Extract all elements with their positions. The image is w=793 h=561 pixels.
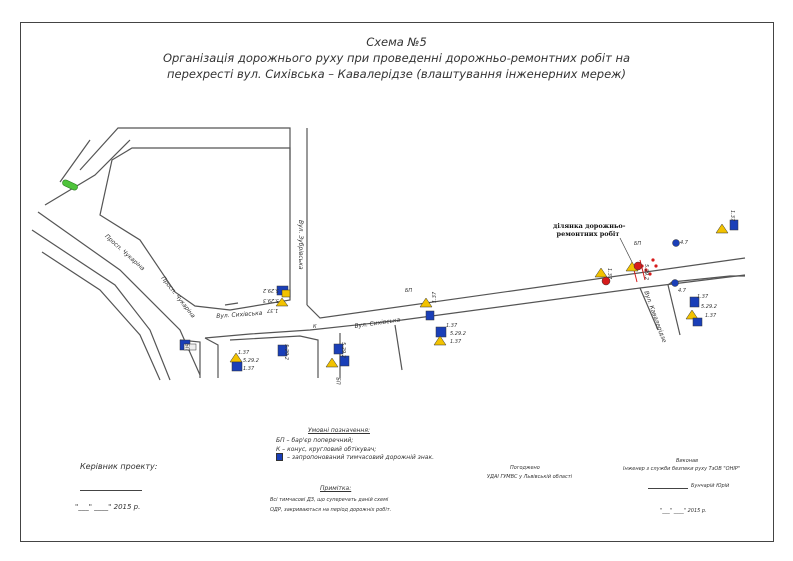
no-entry-sign-icon — [634, 262, 642, 270]
sign-code: 1.37 — [446, 323, 458, 329]
sign-code: 1.37 — [267, 307, 279, 313]
street-label-chukarina-1: Просп. Чукаріна — [103, 233, 146, 273]
sign-code: 5.29.2 — [701, 304, 717, 310]
info-sign-icon — [436, 327, 446, 337]
work-zone-leader — [620, 238, 632, 262]
marker-k: К — [313, 324, 317, 330]
sign-code: 5.29.2 — [283, 344, 289, 360]
street-label-zubrivska: Вул. Зубрівська — [297, 220, 304, 270]
sign-code: 5.29.2 — [643, 264, 649, 280]
marker-bp: БП — [183, 343, 190, 351]
scheme-number: Схема №5 — [366, 35, 427, 49]
executor-date: "___" ____" 2015 р. — [660, 508, 707, 514]
legend-item-cone: К – конус, кругловий обтікувач; — [276, 446, 377, 453]
street-label-chukarina-2: Просп. Чукаріна — [159, 275, 197, 320]
sign-code: 1.37 — [705, 313, 717, 319]
note-line2: ОДР, закриваються на період дорожніх робіт. — [270, 507, 392, 513]
note-title: Примітка: — [320, 485, 352, 492]
scheme-subtitle-line1: Організація дорожнього руху при проведенні дорожньо-ремонтних робіт на — [162, 51, 631, 65]
road-edge — [225, 303, 238, 305]
work-zone-label-line2: ремонтних робіт — [556, 230, 620, 238]
temporary-sign-icon — [276, 453, 283, 461]
warning-sign-icon — [716, 224, 728, 233]
cone — [654, 264, 657, 267]
approved-label: Погоджено — [510, 465, 540, 471]
road-edge — [395, 325, 402, 370]
sign-code: 4.7 — [678, 288, 686, 294]
road-edge — [60, 140, 90, 182]
info-sign-icon — [232, 362, 242, 371]
cone — [651, 258, 654, 261]
scheme-subtitle-line2: перехресті вул. Сихівська – Кавалерідзе (влаштування інженерних мереж) — [166, 67, 627, 81]
project-lead-label: Керівник проекту: — [80, 462, 158, 471]
info-sign-icon — [730, 220, 738, 230]
info-sign-icon — [282, 290, 290, 297]
street-label-sykhivska-1: Вул. Сихівська — [216, 309, 263, 320]
info-sign-icon — [426, 311, 434, 320]
sign-code: 1.37 — [606, 268, 612, 280]
road-edge — [32, 230, 170, 380]
signature-line — [648, 488, 688, 489]
sign-code: 1.37 — [450, 339, 462, 345]
executor-name: Бунчарій Юрій — [691, 483, 730, 489]
executor-role: Інженер з служби безпеки руху ТзОВ "ОНІР" — [623, 466, 741, 472]
project-lead-date: "___" ____" 2015 р. — [75, 503, 141, 511]
executor-label: Виконав — [676, 458, 699, 464]
direction-sign-icon — [673, 240, 680, 247]
sign-code: 1.37 — [697, 294, 709, 300]
work-zone-label-line1: ділянка дорожньо- — [553, 222, 626, 230]
road-edge — [100, 148, 290, 310]
legend-item-bp: БП – бар'єр поперечний; — [276, 437, 354, 444]
sign-group — [180, 220, 738, 371]
road-edge — [205, 275, 745, 338]
marker-bp: БП — [405, 288, 413, 294]
warning-sign-icon — [434, 336, 446, 345]
sign-code: 5.29.2 — [263, 287, 279, 293]
sign-code: 1.37 — [432, 291, 438, 303]
road-edge — [45, 140, 130, 205]
legend-title: Умовні позначення: — [308, 427, 370, 434]
street-label-kavaleridze: Вул. Кавалерідзе — [642, 290, 668, 344]
direction-sign-icon — [672, 280, 679, 287]
sign-code: 1.37 — [729, 210, 735, 222]
street-label-sykhivska-2: Вул. Сихівська — [354, 316, 401, 330]
marker-bp: БП — [334, 377, 341, 385]
sign-code: 5.29.3 — [263, 297, 279, 303]
info-sign-icon — [693, 318, 702, 326]
approved-org: УДАІ ГУМВС у Львівській області — [487, 474, 573, 480]
marker-bp: БП — [634, 241, 642, 247]
sign-code: 5.29.2 — [243, 358, 259, 364]
signature-line — [80, 490, 142, 491]
road-edges — [32, 128, 745, 380]
sign-code: 5.29.2 — [340, 342, 346, 358]
road-edge — [205, 338, 218, 378]
sign-code: 1.37 — [238, 350, 250, 356]
note-line1: Всі тимчасові ДЗ, що суперечать даній схемі — [270, 497, 389, 503]
warning-sign-icon — [686, 310, 698, 319]
sign-code: 1.37 — [243, 366, 255, 372]
legend-item-sign: – запропонований тимчасовий дорожній знак. — [287, 454, 434, 461]
sign-code: 4.7 — [680, 240, 688, 246]
sign-code: 5.29.2 — [450, 331, 466, 337]
work-zone-label — [553, 222, 626, 238]
warning-sign-icon — [326, 358, 338, 367]
bus-stop-marker — [61, 179, 78, 191]
